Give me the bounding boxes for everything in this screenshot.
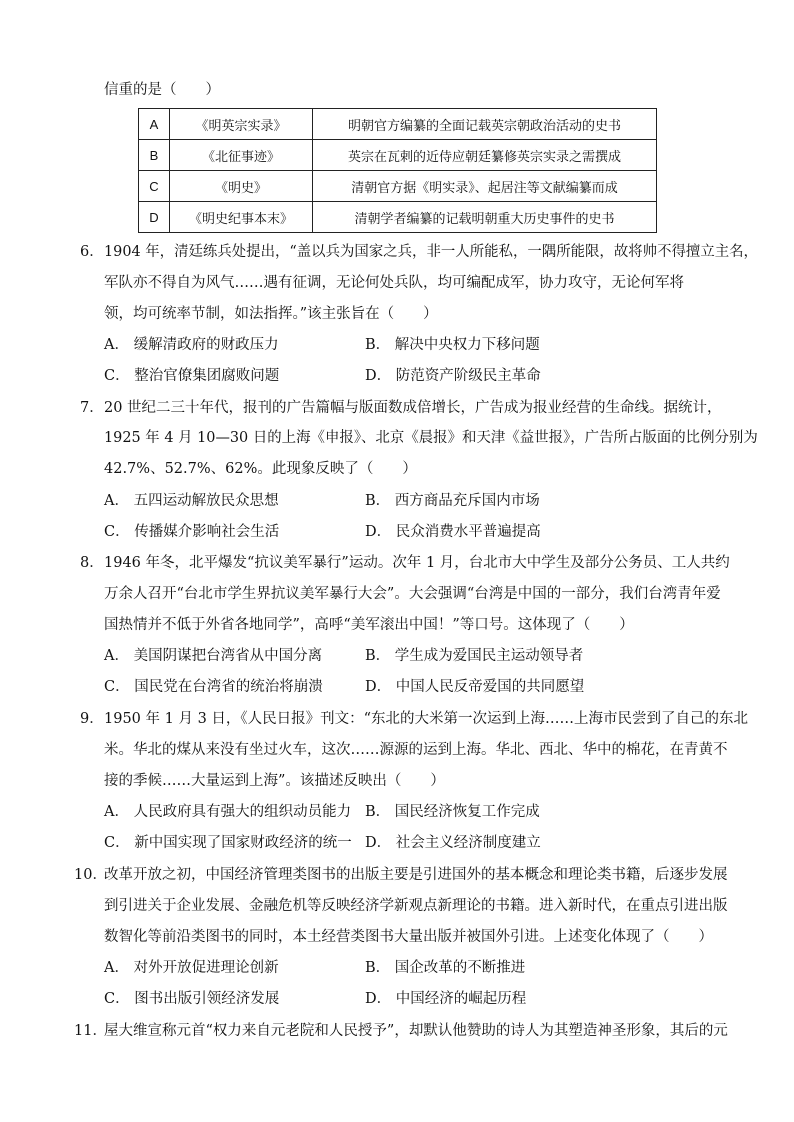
table-row — [139, 202, 657, 233]
option-b[interactable]: B． 学生成为爱国民主运动领导者 — [365, 648, 584, 664]
question-text: 数智化等前沿类图书的同时，本土经营类图书大量出版并被国外引进。上述变化体现了（ ） — [104, 929, 713, 945]
question-text: 屋大维宣称元首“权力来自元老院和人民授予”，却默认他赞助的诗人为其塑造神圣形象，其后的元 — [104, 1023, 728, 1039]
option-b[interactable]: B． 解决中央权力下移问题 — [365, 337, 540, 353]
option-a[interactable]: A． 五四运动解放民众思想 — [104, 493, 279, 509]
question-text: 万余人召开“台北市学生界抗议美军暴行大会”。大会强调“台湾是中国的一部分，我们台湾青年爱 — [104, 586, 721, 602]
question-number: 6． — [80, 244, 104, 260]
book-description: 清朝官方据《明实录》、起居注等文献编纂而成 — [313, 171, 657, 202]
row-label: B — [139, 140, 170, 171]
option-a[interactable]: A． 人民政府具有强大的组织动员能力 — [104, 804, 352, 820]
question-number: 9． — [80, 711, 104, 727]
option-d[interactable]: D． 中国经济的崛起历程 — [365, 991, 527, 1007]
book-title: 《明史》 — [170, 171, 313, 202]
table-row — [139, 171, 657, 202]
option-d[interactable]: D． 民众消费水平普遍提高 — [365, 524, 541, 540]
question-text: 领，均可统率节制，如法指挥。”该主张旨在（ ） — [104, 306, 438, 322]
question-text: 20 世纪二三十年代，报刊的广告篇幅与版面数成倍增长，广告成为报业经营的生命线。据统计， — [104, 400, 722, 416]
row-label: C — [139, 171, 170, 202]
question-text: 1946 年冬，北平爆发“抗议美军暴行”运动。次年 1 月，台北市大中学生及部分公务员、工人共约 — [104, 555, 730, 571]
book-description: 明朝官方编纂的全面记载英宗朝政治活动的史书 — [313, 109, 657, 140]
option-d[interactable]: D． 防范资产阶级民主革命 — [365, 368, 541, 384]
question-text: 米。华北的煤从来没有坐过火车，这次……源源的运到上海。华北、西北、华中的棉花，在青黄不 — [104, 742, 728, 758]
question-number: 7． — [80, 400, 104, 416]
option-b[interactable]: B． 西方商品充斥国内市场 — [365, 493, 540, 509]
table-row — [139, 109, 657, 140]
question-number: 8． — [80, 555, 104, 571]
option-c[interactable]: C． 传播媒介影响社会生活 — [104, 524, 280, 540]
option-b[interactable]: B． 国企改革的不断推进 — [365, 960, 526, 976]
option-a[interactable]: A． 缓解清政府的财政压力 — [104, 337, 279, 353]
row-label: A — [139, 109, 170, 140]
question-text: 42.7%、52.7%、62%。此现象反映了（ ） — [104, 461, 417, 477]
question-text: 到引进关于企业发展、金融危机等反映经济学新观点新理论的书籍。进入新时代，在重点引进出版 — [104, 898, 728, 914]
question-number: 11． — [74, 1023, 107, 1039]
option-d[interactable]: D． 社会主义经济制度建立 — [365, 835, 541, 851]
question-text: 1904 年，清廷练兵处提出，“盖以兵为国家之兵，非一人所能私，一隅所能限，故将帅不得擅立主名， — [104, 244, 758, 260]
option-c[interactable]: C． 图书出版引领经济发展 — [104, 991, 280, 1007]
book-title: 《明英宗实录》 — [170, 109, 313, 140]
question-text: 改革开放之初，中国经济管理类图书的出版主要是引进国外的基本概念和理论类书籍，后逐步发展 — [104, 867, 728, 883]
question-text: 接的季候……大量运到上海”。该描述反映出（ ） — [104, 773, 445, 789]
question-text: 军队亦不得自为风气……遇有征调，无论何处兵队，均可编配成军，协力攻守，无论何军将 — [104, 275, 684, 291]
book-title: 《明史纪事本末》 — [170, 202, 313, 233]
question-text: 国热情并不低于外省各地同学”，高呼“美军滚出中国！”等口号。这体现了（ ） — [104, 617, 634, 633]
option-c[interactable]: C． 整治官僚集团腐败问题 — [104, 368, 280, 384]
row-label: D — [139, 202, 170, 233]
option-c[interactable]: C． 国民党在台湾省的统治将崩溃 — [104, 679, 323, 695]
q5-source-table — [138, 108, 657, 233]
q5-stem-tail: 信重的是（ ） — [104, 82, 220, 98]
option-b[interactable]: B． 国民经济恢复工作完成 — [365, 804, 540, 820]
question-number: 10． — [74, 867, 107, 883]
table-row — [139, 140, 657, 171]
book-title: 《北征事迹》 — [170, 140, 313, 171]
option-a[interactable]: A． 对外开放促进理论创新 — [104, 960, 279, 976]
question-text: 1925 年 4 月 10—30 日的上海《申报》、北京《晨报》和天津《益世报》，广告所占版面的比例分别为 — [104, 430, 758, 446]
question-text: 1950 年 1 月 3 日，《人民日报》刊文：“东北的大米第一次运到上海……上海市民尝到了自己的东北 — [104, 711, 749, 727]
book-description: 英宗在瓦剌的近侍应朝廷纂修英宗实录之需撰成 — [313, 140, 657, 171]
option-c[interactable]: C． 新中国实现了国家财政经济的统一 — [104, 835, 352, 851]
book-description: 清朝学者编纂的记载明朝重大历史事件的史书 — [313, 202, 657, 233]
option-a[interactable]: A． 美国阴谋把台湾省从中国分离 — [104, 648, 323, 664]
option-d[interactable]: D． 中国人民反帝爱国的共同愿望 — [365, 679, 585, 695]
